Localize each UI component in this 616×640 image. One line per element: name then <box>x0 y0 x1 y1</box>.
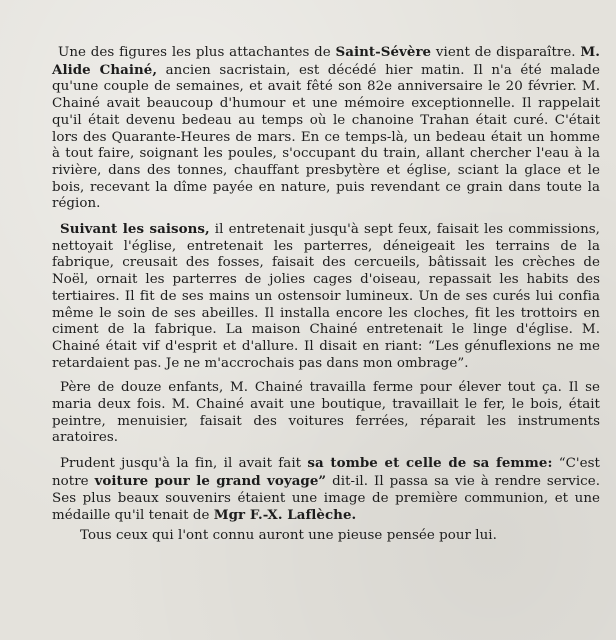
emphasized-text: Mgr F.-X. Laflèche. <box>213 507 357 524</box>
paragraph-text: ancien sacristain, est décédé hier matin. Il n'a été malade qu'une couple de semaines, et avait fêté son 82e anniversaire le 20 février. M. Chainé avait beaucoup d'humour et une mémoire exceptionnelle. Il rappelait qu'il était devenu bedeau au temps où le chanoine Trahan était curé. C'était lors des Quarante-Heures de mars. En ce temps-là, un bedeau était un homme à tout faire, soignant les poules, s'occupant du train, allant chercher l'eau à la rivière, dans des tonnes, chauffant presbytère et église, sciant la glace et le bois, recevant la dîme payée en nature, puis revendant ce grain dans toute la région. <box>52 62 600 212</box>
article-paragraph-4 <box>52 455 600 525</box>
paragraph-text: dit-il. Il passa sa vie à rendre service. Ses plus beaux souvenirs étaient une image de première communion, et une médaille qu'il tenait de <box>52 473 601 524</box>
emphasized-text: M. Alide Chainé, <box>52 44 600 78</box>
article-paragraph-1 <box>52 44 600 213</box>
paragraph-text: vient de disparaître. <box>431 45 581 60</box>
paragraph-text: il entretenait jusqu'à sept feux, faisait les commissions, nettoyait l'église, entretenait les parterres, déneigeait les terrains de la fabrique, creusait des fosses, faisait des cercueils, bâtissait les crèches de Noël, ornait les parterres de jolies cages d'oiseau, repassait les habits des tertiaires. Il fit de ses mains un ostensoir lumineux. Un de ses curés lui confia même le soin de ses abeilles. Il installa encore les cloches, fit les trottoirs en ciment de la fabrique. La maison Chainé entretenait le linge d'église. M. Chainé était vif d'esprit et d'allure. Il disait en riant: “Les génuflexions ne me retardaient pas. Je ne m'accrochais pas dans mon ombrage”. <box>52 222 600 371</box>
paragraph-text: Une des figures les plus attachantes de <box>58 45 336 60</box>
emphasized-text: Suivant les saisons, <box>60 221 210 238</box>
article-paragraph-3 <box>52 380 600 447</box>
article-body <box>52 44 600 545</box>
paragraph-text: “C'est notre <box>52 456 600 489</box>
article-paragraph-5 <box>52 528 600 545</box>
emphasized-text: Saint-Sévère <box>335 44 432 60</box>
paragraph-text: Prudent jusqu'à la fin, il avait fait <box>60 456 308 472</box>
article-paragraph-2 <box>52 221 600 372</box>
paragraph-text: Tous ceux qui l'ont connu auront une pieuse pensée pour lui. <box>80 527 497 543</box>
paragraph-text: Père de douze enfants, M. Chainé travailla ferme pour élever tout ça. Il se maria deux fois. M. Chainé avait une boutique, travaillait le fer, le bois, était peintre, menuisier, faisait des voitures ferrées, réparait les instruments aratoires. <box>52 380 600 446</box>
emphasized-text: sa tombe et celle de sa femme: <box>307 455 553 472</box>
emphasized-text: voiture pour le grand voyage” <box>94 472 327 489</box>
